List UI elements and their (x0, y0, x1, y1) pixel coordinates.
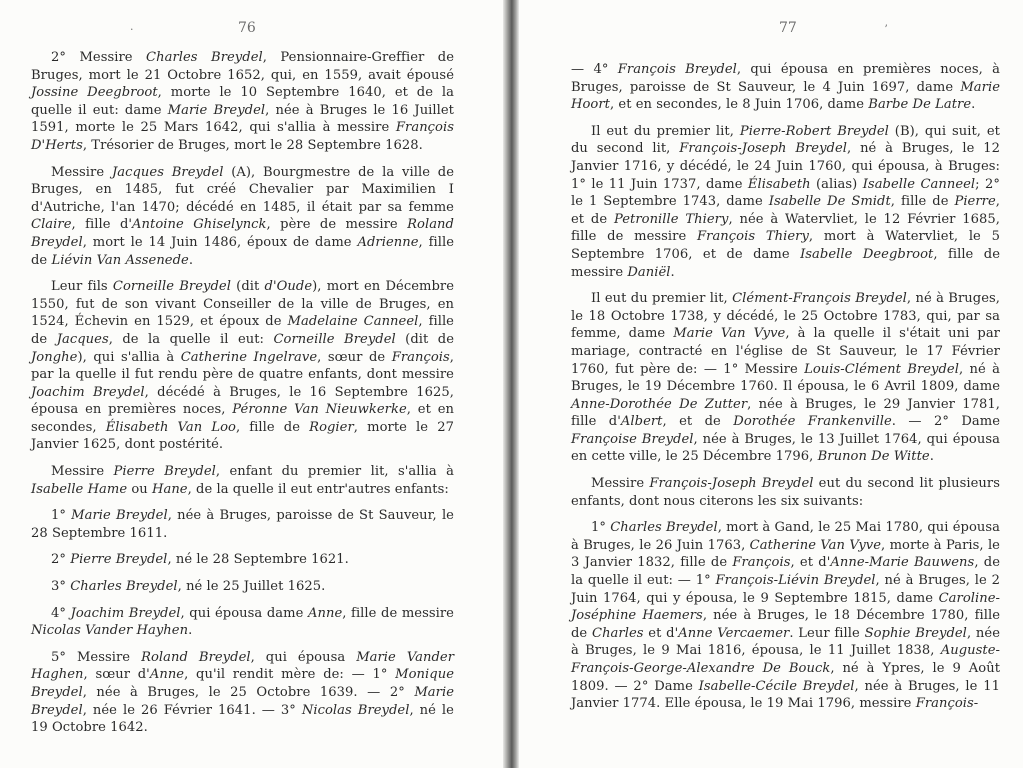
name-italic: François Breydel (617, 62, 737, 77)
name-italic: Barbe De Latre (868, 97, 972, 113)
name-italic: Isabelle Deegbroot (800, 246, 934, 262)
text-run: . (971, 97, 976, 113)
text-run: , née à Bruges, le 9 Mai 1816, épousa, le 11 Juillet 1838, (571, 625, 1000, 659)
name-italic: Marie Breydel (167, 102, 266, 118)
name-italic: Auguste-François-George-Alexandre De Bouck (571, 643, 1000, 676)
text-run: Leur fils (51, 279, 113, 295)
name-italic: Joachim Breydel (70, 605, 181, 621)
text-run: , née le 26 Février 1641. — 3° (82, 702, 302, 718)
name-italic: Marie Breydel (31, 685, 454, 718)
text-run: , qui épousa dame (180, 605, 308, 621)
text-run: , de la quelle il eut entr'autres enfants: (187, 481, 449, 497)
text-run: , et en secondes, (31, 402, 454, 435)
name-italic: Caroline-Joséphine Haemers (571, 590, 1000, 624)
paragraph-p7 (31, 578, 454, 596)
name-italic: François-Joseph Breydel (649, 476, 814, 492)
text-run: , fille de (235, 419, 310, 435)
text-run: (A), Bourgmestre de la ville de Bruges, en 1485, fut créé Chevalier par Maximilien I d'Autriche, l'an 1470; décédé en 1485, il était par sa femme (31, 164, 455, 215)
name-italic: Françoise Breydel (571, 431, 694, 447)
name-italic: Jossine Deegbroot (31, 85, 158, 101)
name-italic: Adrienne (357, 234, 419, 250)
name-italic: Isabelle De Smidt (768, 194, 891, 210)
name-italic: Claire (31, 217, 72, 233)
text-run: Il eut du premier lit, (591, 291, 733, 307)
name-italic: Corneille Breydel (273, 331, 396, 347)
text-run: ), qui s'allia à (77, 349, 181, 365)
name-italic: Pierre (954, 194, 996, 210)
text-run: (B), qui suit, et du second lit, (571, 123, 1000, 157)
name-italic: Élisabeth Van Loo (105, 419, 236, 435)
paragraph-p1 (31, 49, 454, 155)
text-run: , morte le 10 Septembre 1640, et de la quelle il eut: dame (31, 85, 454, 118)
name-italic: Marie Vander Haghen (31, 649, 455, 683)
text-run: Messire (51, 464, 114, 480)
text-run: , fille d' (71, 217, 133, 233)
text-run: . — 2° Dame (891, 414, 1000, 430)
name-italic: Pierre-Robert Breydel (739, 123, 889, 139)
text-run: , né à Ypres, le 9 Août 1809. — 2° Dame (571, 661, 1001, 694)
text-run: 4° (51, 605, 71, 621)
text-run: . (188, 252, 194, 268)
name-italic: Jacques (56, 331, 109, 347)
text-run: , née à Bruges, le 13 Juillet 1764, qui épousa en cette ville, le 25 Décembre 1796, (571, 431, 1000, 465)
print-speck: ʼ (884, 23, 888, 36)
name-italic: Louis-Clément Breydel (804, 361, 959, 377)
text-run: , fille de messire (342, 605, 454, 621)
name-italic: Péronne Van Nieuwkerke (232, 402, 407, 418)
text-run: , qu'il rendit mère de: — 1° (184, 667, 396, 683)
name-italic: Anne (307, 605, 343, 621)
text-run: , morte à Paris, le 3 Janvier 1832, fille de (571, 537, 1000, 571)
text-run: ; 2° le 1 Septembre 1743, dame (571, 176, 1000, 210)
name-italic: Marie Breydel (71, 508, 168, 524)
paragraph-p6 (31, 551, 454, 569)
paragraph-q5 (571, 519, 1000, 713)
text-run: . (188, 623, 193, 639)
paragraph-p5 (31, 507, 454, 542)
text-run: , née à Bruges, le 29 Janvier 1781, fille d' (571, 396, 1000, 430)
name-italic: Anne-Marie Bauwens (830, 555, 975, 571)
name-italic: Corneille Breydel (112, 279, 231, 295)
text-run: 1° (51, 508, 72, 524)
text-run: , de la quelle il eut: (108, 331, 274, 347)
text-run: , morte le 27 Janvier 1625, dont postérité. (31, 419, 454, 453)
text-run: , décédé à Bruges, le 16 Septembre 1625, épousa en premières noces, (31, 384, 454, 418)
text-run: , né à Bruges, le 12 Janvier 1716, y décédé, le 24 Juin 1760, qui épousa, à Bruges: 1° le 11 Juin 1737, dame (571, 141, 1000, 192)
name-italic: Hane (152, 481, 188, 497)
text-run: eut du second lit plusieurs enfants, dont nous citerons les six suivants: (571, 476, 1000, 509)
text-run: , fille de messire (571, 246, 1001, 280)
text-run: , qui épousa (250, 649, 357, 665)
paragraph-p3 (31, 278, 454, 454)
text-run: 5° Messire (51, 649, 142, 665)
name-italic: Monique Breydel (31, 667, 454, 700)
text-run: . (929, 449, 934, 465)
paragraph-q4 (571, 475, 1000, 510)
paragraph-p9 (31, 649, 454, 737)
text-run: , qui épousa en premières noces, à Bruges, paroisse de St Sauveur, le 4 Juin 1697, dame (571, 62, 1001, 95)
text-run: , sœur d' (83, 667, 150, 683)
name-italic: Liévin Van Assenede (51, 252, 189, 268)
text-run: 3° (51, 579, 71, 595)
name-italic: Charles Breydel (146, 50, 263, 65)
name-italic: Marie Van Vyve (673, 326, 786, 342)
text-run: Messire (591, 476, 650, 492)
name-italic: Madelaine Canneel (287, 314, 419, 330)
name-italic: Daniël (627, 264, 671, 280)
paragraph-q3 (571, 290, 1000, 466)
text-run: (alias) (810, 176, 863, 192)
text-run: , née à Bruges, le 11 Janvier 1774. Elle épousa, le 19 Mai 1796, messire (571, 678, 1001, 712)
text-run: , par la quelle il fut rendu père de quatre enfants, dont messire (31, 349, 455, 383)
page-number-left: 76 (238, 20, 256, 36)
text-run: 1° (591, 520, 611, 536)
name-italic: Pierre Breydel (70, 552, 168, 568)
text-run: , et en secondes, le 8 Juin 1706, dame (609, 97, 869, 113)
text-run: 2° (51, 552, 71, 568)
text-run: , à la quelle il s'était uni par mariage, contracté en l'église de St Sauveur, le 17 Février 1760, fut père de: — 1° Messire (571, 326, 1000, 377)
name-italic: François-Joseph Breydel (679, 141, 848, 157)
print-speck: · (130, 23, 134, 36)
right-page-text (571, 61, 1000, 722)
name-italic: Charles Breydel (70, 579, 178, 595)
text-run: , et de (571, 194, 1000, 227)
name-italic: Albert (620, 414, 663, 430)
name-italic: Jacques Breydel (111, 164, 224, 180)
text-run: , né le 19 Octobre 1642. (31, 702, 454, 736)
text-run: , né le 28 Septembre 1621. (167, 552, 349, 568)
paragraph-p4 (31, 463, 454, 498)
name-italic: Charles Breydel (610, 520, 718, 536)
name-italic: Joachim Breydel (31, 384, 145, 400)
text-run: — 4° (571, 62, 618, 77)
text-run: 2° Messire (51, 50, 147, 65)
text-run: , fille de (31, 314, 454, 347)
text-run: , enfant du premier lit, s'allia à (215, 464, 454, 480)
name-italic: François Thiery (697, 229, 809, 245)
right-page (519, 0, 1023, 768)
name-italic: Catherine Van Vyve (749, 537, 882, 553)
name-italic: François-Liévin Breydel (715, 573, 876, 589)
paragraph-p8 (31, 605, 454, 640)
text-run: ), mort en Décembre 1550, fut de son vivant Conseiller de la ville de Bruges, en 1524, Échevin en 1529, et époux de (31, 279, 455, 330)
page-number-right: 77 (779, 20, 797, 36)
text-run: , né à Bruges, le 18 Octobre 1738, y décédé, le 25 Octobre 1783, qui, par sa femme, dame (571, 291, 1000, 342)
name-italic: Sophie Breydel (864, 625, 967, 641)
text-run: , père de messire (266, 217, 408, 233)
text-run: , fille de (890, 194, 955, 210)
name-italic: Petronille Thiery (613, 211, 729, 227)
text-run: et d' (643, 625, 679, 641)
text-run: , et de (662, 414, 734, 430)
name-italic: Anne Vercaemer (678, 625, 790, 641)
book-gutter (503, 0, 519, 768)
text-run: , mort le 14 Juin 1486, époux de dame (82, 234, 358, 250)
text-run: , de la quelle il eut: — 1° (571, 555, 1000, 589)
text-run: (dit (230, 279, 265, 295)
text-run: , mort à Watervliet, le 5 Septembre 1706, et de dame (571, 229, 1000, 262)
name-italic: Roland Breydel (31, 217, 454, 250)
text-run: , Pensionnaire-Greffier de Bruges, mort le 21 Octobre 1652, qui, en 1559, avait épousé (31, 50, 454, 83)
paragraph-q2 (571, 123, 1000, 281)
name-italic: Anne (149, 667, 185, 683)
text-run: , née à Bruges le 16 Juillet 1591, morte le 25 Mars 1642, qui s'allia à messire (31, 102, 454, 136)
name-italic: Isabelle Hame (31, 481, 128, 497)
paragraph-p2 (31, 164, 454, 270)
name-italic: Anne-Dorothée De Zutter (571, 396, 748, 412)
text-run: , né à Bruges, le 19 Décembre 1760. Il épousa, le 6 Avril 1809, dame (571, 361, 1001, 395)
name-italic: Élisabeth (747, 176, 811, 192)
name-italic: Marie Hoort (571, 79, 1000, 113)
text-run: , sœur de (317, 349, 392, 365)
name-italic: Roland Breydel (141, 649, 251, 665)
text-run: ou (127, 481, 152, 497)
text-run: Messire (51, 164, 112, 180)
name-italic: Brunon De Witte (817, 449, 930, 465)
name-italic: Pierre Breydel (113, 464, 216, 480)
name-italic: Nicolas Vander Hayhen (31, 623, 189, 639)
text-run: , né à Bruges, le 2 Juin 1764, qui y épousa, le 9 Septembre 1815, dame (571, 573, 1000, 606)
text-run: , née à Bruges, le 25 Octobre 1639. — 2° (82, 685, 415, 700)
name-italic: Antoine Ghiselynck (132, 217, 267, 233)
text-run: , fille de (31, 234, 454, 268)
name-italic: Isabelle-Cécile Breydel (698, 678, 855, 694)
text-run: , née à Bruges, paroisse de St Sauveur, le 28 Septembre 1611. (31, 508, 454, 541)
text-run: . Leur fille (789, 625, 865, 641)
name-italic: Isabelle Canneel (862, 176, 976, 192)
text-run: , née à Watervliet, le 12 Février 1685, fille de messire (571, 211, 1000, 245)
name-italic: Clément-François Breydel (732, 291, 907, 307)
text-run: , et d' (790, 555, 831, 571)
name-italic: Charles (592, 625, 644, 641)
text-run: , née à Bruges, le 18 Décembre 1780, fille de (571, 608, 1000, 641)
name-italic: Dorothée Frankenville (733, 414, 892, 430)
text-run: . (670, 264, 675, 280)
left-page-text (31, 49, 454, 746)
name-italic: François- (915, 696, 979, 712)
text-run: (dit de (395, 331, 455, 347)
name-italic: François (391, 349, 450, 365)
text-run: Il eut du premier lit, (591, 123, 740, 139)
name-italic: d'Oude (264, 279, 313, 295)
name-italic: Nicolas Breydel (301, 702, 410, 718)
text-run: , Trésorier de Bruges, mort le 28 Septembre 1628. (82, 137, 423, 153)
name-italic: François (732, 555, 791, 571)
left-page (0, 0, 503, 768)
text-run: , né le 25 Juillet 1625. (177, 579, 326, 595)
name-italic: Catherine Ingelrave (180, 349, 318, 365)
name-italic: Jonghe (31, 349, 78, 365)
text-run: , mort à Gand, le 25 Mai 1780, qui épousa à Bruges, le 26 Juin 1763, (571, 520, 1000, 553)
paragraph-q1 (571, 61, 1000, 114)
name-italic: François D'Herts (31, 120, 454, 153)
name-italic: Rogier (309, 419, 354, 435)
